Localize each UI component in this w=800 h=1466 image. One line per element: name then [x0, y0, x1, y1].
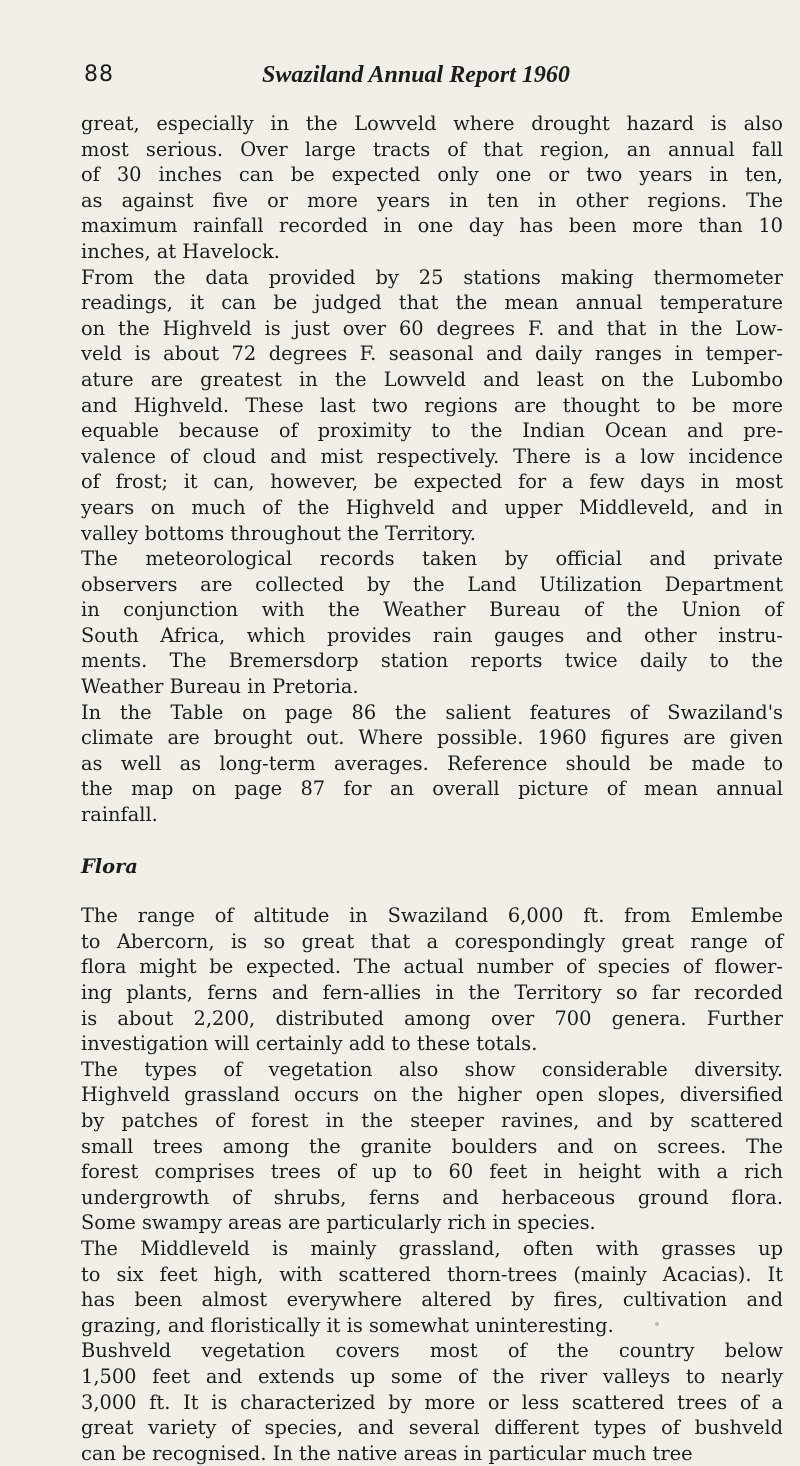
paragraph [81, 111, 783, 265]
page-header [84, 62, 784, 96]
page-number: 88 [84, 62, 114, 87]
text-line: ments. The Bremersdorp station reports twice daily to the [81, 649, 783, 673]
text-line: grazing, and floristically it is somewhat uninteresting. [81, 1313, 614, 1337]
text-line: can be recognised. In the native areas in particular much tree [81, 1441, 693, 1465]
text-line: flora might be expected. The actual number of species of flower- [81, 955, 783, 979]
text-line: undergrowth of shrubs, ferns and herbaceous ground flora. [81, 1185, 783, 1209]
speck-mark [655, 1322, 659, 1326]
text-line: to Abercorn, is so great that a corespondingly great range of [81, 929, 783, 953]
text-line: small trees among the granite boulders and on screes. The [81, 1134, 783, 1158]
text-line: Some swampy areas are particularly rich in species. [81, 1211, 596, 1235]
text-line: Weather Bureau in Pretoria. [81, 675, 359, 699]
text-line: The Middleveld is mainly grassland, often with grasses up [81, 1236, 783, 1260]
text-line: most serious. Over large tracts of that region, an annual fall [81, 137, 783, 161]
text-line: maximum rainfall recorded in one day has been more than 10 [81, 214, 783, 238]
text-line: In the Table on page 86 the salient features of Swaziland's [81, 700, 783, 724]
text-line: in conjunction with the Weather Bureau of the Union of [81, 598, 783, 622]
text-line: by patches of forest in the steeper ravines, and by scattered [81, 1108, 783, 1132]
text-line: 3,000 ft. It is characterized by more or less scattered trees of a [81, 1390, 783, 1414]
text-line: on the Highveld is just over 60 degrees F. and that in the Low- [81, 316, 783, 340]
text-line: equable because of proximity to the Indian Ocean and pre- [81, 419, 783, 443]
paragraph [81, 1057, 783, 1236]
text-line: valley bottoms throughout the Territory. [81, 521, 476, 545]
text-line: and Highveld. These last two regions are thought to be more [81, 393, 783, 417]
text-line: of 30 inches can be expected only one or two years in ten, [81, 163, 783, 187]
text-line: forest comprises trees of up to 60 feet in height with a rich [81, 1160, 783, 1184]
paragraph [81, 903, 783, 1057]
paragraph [81, 1338, 783, 1466]
text-line: has been almost everywhere altered by fires, cultivation and [81, 1288, 783, 1312]
text-line: great variety of species, and several different types of bushveld [81, 1416, 783, 1440]
paragraph [81, 1236, 783, 1338]
section-heading: Flora [81, 854, 138, 878]
text-line: Highveld grassland occurs on the higher open slopes, diversified [81, 1083, 783, 1107]
text-line: The types of vegetation also show considerable diversity. [81, 1057, 783, 1081]
text-line: Bushveld vegetation covers most of the country below [81, 1339, 783, 1363]
text-line: years on much of the Highveld and upper Middleveld, and in [81, 495, 783, 519]
text-line: ing plants, ferns and fern-allies in the Territory so far recorded [81, 981, 783, 1004]
running-title: Swaziland Annual Report 1960 [262, 62, 570, 88]
text-line: observers are collected by the Land Utilization Department [81, 572, 783, 596]
paragraph [81, 546, 783, 700]
text-line: South Africa, which provides rain gauges and other instru- [81, 623, 783, 647]
body-text [81, 111, 783, 1466]
text-line: great, especially in the Lowveld where drought hazard is also [81, 112, 783, 135]
text-line: The range of altitude in Swaziland 6,000 ft. from Emlembe [81, 904, 783, 928]
text-line: readings, it can be judged that the mean annual temperature [81, 291, 783, 315]
text-line: inches, at Havelock. [81, 239, 280, 263]
text-line: climate are brought out. Where possible. 1960 figures are given [81, 726, 783, 750]
text-line: the map on page 87 for an overall picture of mean annual [81, 777, 783, 801]
text-line: 1,500 feet and extends up some of the river valleys to nearly [81, 1364, 783, 1388]
text-line: From the data provided by 25 stations making thermometer [81, 265, 783, 289]
paragraph [81, 700, 783, 828]
text-line: rainfall. [81, 803, 158, 827]
text-line: veld is about 72 degrees F. seasonal and daily ranges in temper- [81, 342, 783, 366]
text-line: as well as long-term averages. Reference should be made to [81, 751, 783, 775]
paragraph [81, 265, 783, 547]
text-line: is about 2,200, distributed among over 700 genera. Further [81, 1006, 783, 1030]
text-line: valence of cloud and mist respectively. There is a low incidence [81, 444, 783, 468]
text-line: as against five or more years in ten in other regions. The [81, 188, 783, 212]
text-line: of frost; it can, however, be expected for a few days in most [81, 470, 783, 494]
text-line: investigation will certainly add to these totals. [81, 1032, 538, 1056]
text-line: ature are greatest in the Lowveld and least on the Lubombo [81, 367, 783, 391]
text-line: The meteorological records taken by official and private [81, 547, 783, 571]
text-line: to six feet high, with scattered thorn-trees (mainly Acacias). It [81, 1262, 783, 1286]
